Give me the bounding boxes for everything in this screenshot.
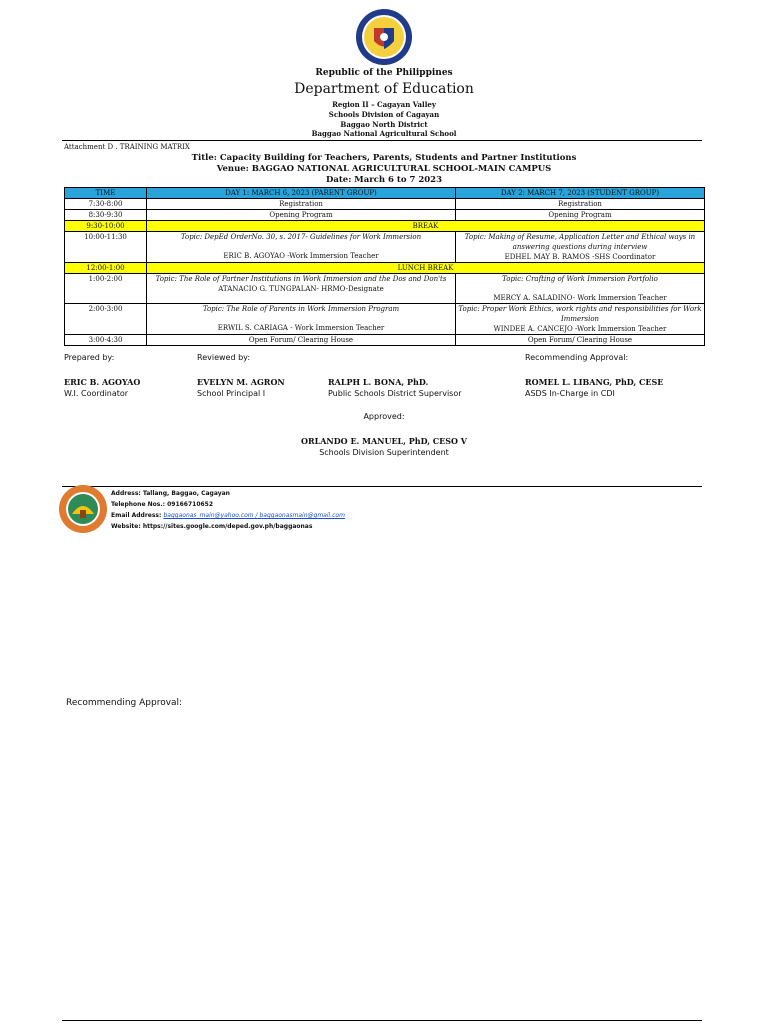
table-row [65,199,705,210]
superintendent-role: Schools Division Superintendent [319,448,449,457]
table-row [65,274,705,304]
break-cell: BREAK [147,221,705,232]
table-row [65,335,705,346]
division-line: Schools Division of Cagayan [328,110,440,119]
time-cell: 12:00-1:00 [65,263,147,274]
day2-cell [456,274,705,304]
table-row [65,210,705,221]
session-speaker: EDHEL MAY B. RAMOS -SHS Coordinator [504,253,656,261]
superintendent-name: ORLANDO E. MANUEL, PhD, CESO V [300,436,468,446]
session-topic: Topic: The Role of Partner Institutions in Work Immersion and the Dos and Don'ts [155,275,447,283]
signatory-name: RALPH L. BONA, PhD. [328,377,429,387]
footer-email-label: Email Address: [111,512,164,519]
day1-cell [147,232,456,263]
footer-email [111,512,345,519]
day1-cell: Registration [147,199,456,210]
deped-seal-logo [355,8,413,66]
footer-email-link[interactable]: baggaonas_main@yahoo.com / baggaonasmain@gmail.com [163,512,345,519]
session-speaker: ATANACIO G. TUNGPALAN- HRMO-Designate [218,285,384,293]
session-topic: Topic: Crafting of Work Immersion Portfolio [502,275,658,283]
time-cell: 1:00-2:00 [65,274,147,304]
day1-cell [147,304,456,335]
signatory-role: School Principal I [197,389,266,398]
day2-cell [456,232,705,263]
region-line: Region II – Cagayan Valley [332,100,436,109]
time-cell: 10:00-11:30 [65,232,147,263]
day2-cell: Registration [456,199,705,210]
session-speaker: WINDEE A. CANCEJO -Work Immersion Teacher [493,325,667,333]
table-row [65,232,705,263]
signatory-role: W.I. Coordinator [64,389,129,398]
session-topic: Topic: Proper Work Ethics, work rights and responsibilities for Work Immersion [458,305,702,323]
time-cell: 2:00-3:00 [65,304,147,335]
table-row [65,304,705,335]
column-header-time: TIME [65,188,147,199]
column-header-day2: DAY 2: MARCH 7, 2023 (STUDENT GROUP) [456,188,705,199]
time-cell: 3:00-4:30 [65,335,147,346]
session-speaker: ERWIL S. CARIAGA - Work Immersion Teacher [217,324,385,332]
footer-telephone: Telephone Nos.: 09166710652 [111,501,214,508]
session-topic: Topic: Making of Resume, Application Letter and Ethical ways in answering questions during interview [464,233,696,251]
lunch-cell: LUNCH BREAK [147,263,705,274]
time-cell: 8:30-9:30 [65,210,147,221]
training-title: Title: Capacity Building for Teachers, Parents, Students and Partner Institutions [191,153,577,163]
day1-cell: Open Forum/ Clearing House [147,335,456,346]
session-topic: Topic: DepEd OrderNo. 30, s. 2017- Guidelines for Work Immersion [180,233,422,241]
training-matrix-table [64,187,705,346]
signatory-name: ROMEL L. LIBANG, PhD, CESE [525,377,664,387]
day2-cell: Opening Program [456,210,705,221]
school-logo [58,484,108,534]
approved-label: Approved: [363,412,405,421]
next-page-edge [62,1020,702,1021]
signatory-role: Public Schools District Supervisor [328,389,462,398]
recommending-approval-label: Recommending Approval: [525,353,629,362]
day1-cell [147,274,456,304]
page2-recommending-label: Recommending Approval: [66,698,183,708]
footer-divider [62,486,702,487]
signatory-name: EVELYN M. AGRON [197,377,285,387]
department-heading: Department of Education [294,81,474,97]
day2-cell [456,304,705,335]
reviewed-by-label: Reviewed by: [197,353,251,362]
republic-heading: Republic of the Philippines [315,68,453,78]
school-line: Baggao National Agricultural School [311,129,457,138]
signatory-role: ASDS In-Charge in CDI [525,389,615,398]
footer-website: Website: https://sites.google.com/deped.gov.ph/baggaonas [111,523,313,530]
day1-cell: Opening Program [147,210,456,221]
day2-cell: Open Forum/ Clearing House [456,335,705,346]
prepared-by-label: Prepared by: [64,353,115,362]
time-cell: 9:30-10:00 [65,221,147,232]
signatory-name: ERIC B. AGOYAO [64,377,141,387]
training-venue: Venue: BAGGAO NATIONAL AGRICULTURAL SCHOOL-MAIN CAMPUS [216,164,552,174]
table-row-break [65,221,705,232]
time-cell: 7:30-8:00 [65,199,147,210]
session-speaker: MERCY A. SALADINO- Work Immersion Teacher [493,294,667,302]
district-line: Baggao North District [340,120,428,129]
attachment-label: Attachment D . TRAINING MATRIX [64,143,190,151]
session-topic: Topic: The Role of Parents in Work Immersion Program [202,305,400,313]
table-row-lunch [65,263,705,274]
table-header-row [65,188,705,199]
header-divider [62,140,702,141]
training-date: Date: March 6 to 7 2023 [326,175,442,185]
column-header-day1: DAY 1: MARCH 6, 2023 (PARENT GROUP) [147,188,456,199]
footer-address: Address: Tallang, Baggao, Cagayan [111,490,230,497]
session-speaker: ERIC B. AGOYAO -Work Immersion Teacher [223,252,379,260]
